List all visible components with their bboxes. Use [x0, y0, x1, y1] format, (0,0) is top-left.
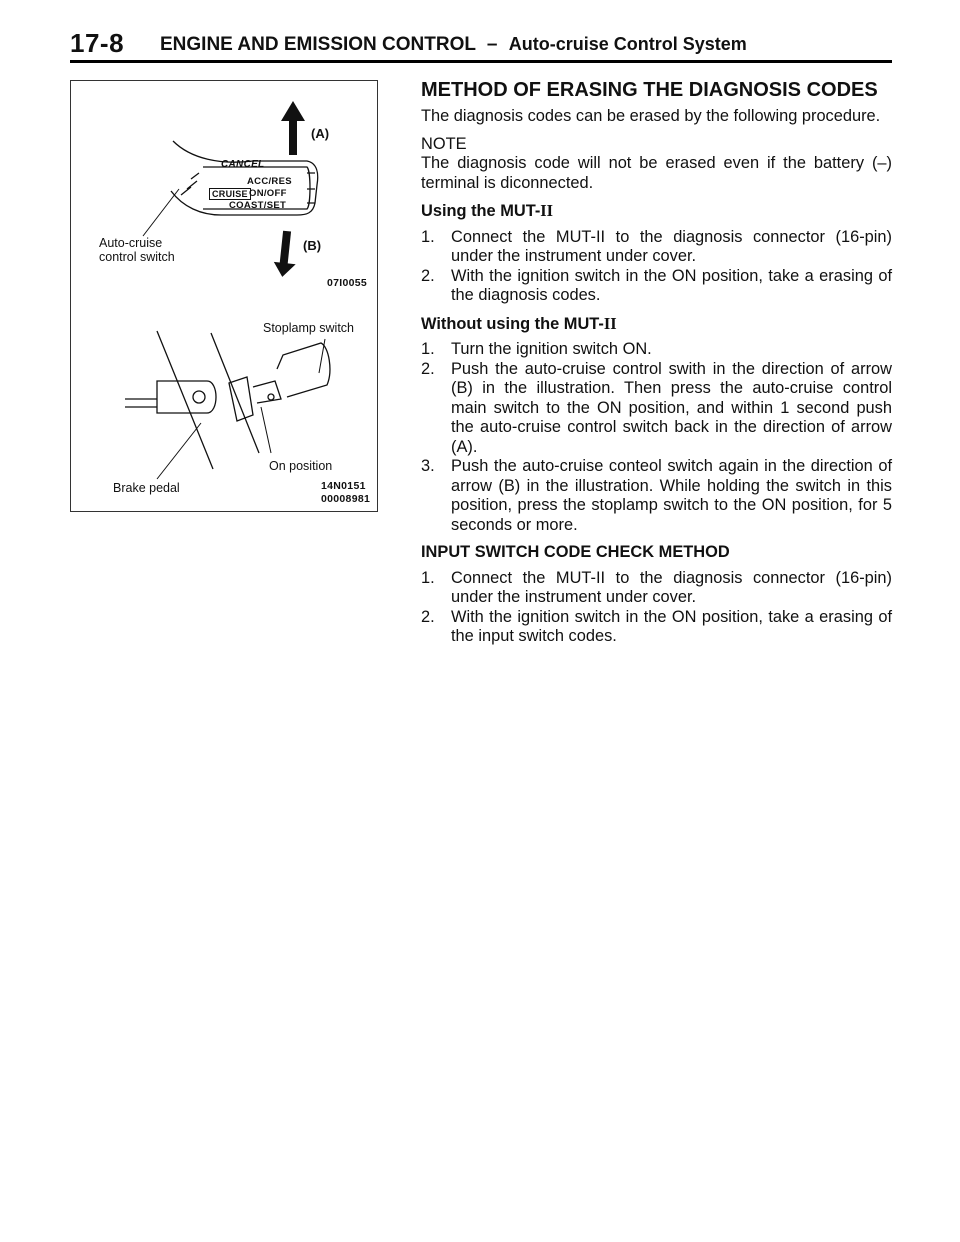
illustration-frame	[70, 80, 378, 512]
switch-text-coast-set: COAST/SET	[229, 200, 287, 211]
note-text: The diagnosis code will not be erased even if the battery (–) terminal is diconnected.	[421, 154, 892, 192]
heading-without-mut-text: Without using the MUT-	[421, 314, 604, 333]
step-text: Turn the ignition switch ON.	[451, 340, 652, 358]
switch-text-cruise: CRUISE	[209, 188, 251, 200]
list-item	[421, 267, 892, 306]
step-number: 1.	[421, 227, 435, 246]
switch-text-acc-res: ACC/RES	[247, 176, 292, 187]
step-text: With the ignition switch in the ON position, take a erasing of the diagnosis codes.	[451, 266, 892, 304]
on-position-label: On position	[269, 459, 333, 473]
pedal-assembly	[125, 331, 330, 469]
step-number: 1.	[421, 568, 435, 587]
arrow-b-label: (B)	[303, 238, 322, 253]
list-item	[421, 608, 892, 647]
step-text: Connect the MUT-II to the diagnosis connector (16-pin) under the instrument under cover.	[451, 568, 892, 606]
stoplamp-switch-label: Stoplamp switch	[263, 321, 355, 335]
page-number: 17-8	[70, 28, 125, 58]
switch-text-on-off: ON/OFF	[249, 188, 287, 199]
heading-input-switch-check: INPUT SWITCH CODE CHECK METHOD	[421, 543, 730, 561]
brake-pedal-label: Brake pedal	[113, 481, 180, 495]
intro-paragraph: The diagnosis codes can be erased by the following procedure.	[421, 107, 881, 125]
figure-code-top: 07I0055	[327, 277, 368, 289]
step-text: Push the auto-cruise conteol switch again in the direction of arrow (B) in the illustration. While holding the switch in this position, press the stoplamp switch to the ON position, for 5 seconds or more.	[451, 457, 892, 534]
header-rule	[70, 60, 892, 63]
note-heading: NOTE	[421, 134, 467, 153]
text-column	[421, 80, 892, 655]
figure-code-bottom-2: 00008981	[321, 493, 371, 505]
figure-code-bottom-1: 14N0151	[321, 480, 366, 492]
list-item	[421, 228, 892, 267]
list-item	[421, 360, 892, 458]
input-switch-steps	[421, 569, 892, 647]
step-text: Push the auto-cruise control swith in the direction of arrow (B) in the illustration. Then press the auto-cruise control main switch to the ON position, and within 1 second push the auto-cruise control switch back in the direction of arrow (A).	[451, 359, 892, 456]
using-mut-steps	[421, 228, 892, 306]
step-number: 3.	[421, 457, 435, 475]
arrow-b-icon	[272, 230, 299, 278]
list-item	[421, 457, 892, 535]
step-number: 2.	[421, 607, 435, 626]
step-text: With the ignition switch in the ON position, take a erasing of the input switch codes.	[451, 607, 892, 645]
heading-without-mut	[421, 314, 892, 335]
list-item	[421, 340, 892, 360]
title-separator: –	[486, 34, 498, 55]
illustration-drawing	[71, 81, 377, 511]
step-number: 2.	[421, 266, 435, 285]
heading-using-mut-text: Using the MUT-	[421, 202, 541, 220]
step-number: 1.	[421, 340, 435, 358]
step-number: 2.	[421, 359, 435, 378]
auto-cruise-switch-label: Auto-cruise control switch	[99, 236, 175, 264]
step-text: Connect the MUT-II to the diagnosis connector (16-pin) under the instrument under cover.	[451, 227, 892, 265]
subsection-title: Auto-cruise Control System	[508, 34, 747, 54]
pedal-leader-line	[157, 423, 201, 479]
arrow-a-icon	[281, 101, 305, 155]
without-mut-steps	[421, 340, 892, 535]
heading-without-mut-roman: II	[603, 313, 617, 333]
page-header	[70, 26, 892, 62]
heading-using-mut	[421, 201, 892, 222]
switch-leader-line	[143, 189, 179, 236]
arrow-a-label: (A)	[311, 126, 330, 141]
section-title-main: ENGINE AND EMISSION CONTROL	[160, 34, 476, 55]
list-item	[421, 569, 892, 608]
switch-text-cancel: CANCEL	[221, 159, 265, 170]
heading-using-mut-roman: II	[540, 201, 554, 220]
section-title	[160, 34, 747, 56]
onposition-leader-line	[261, 407, 271, 453]
heading-erasing-codes: METHOD OF ERASING THE DIAGNOSIS CODES	[421, 79, 878, 101]
